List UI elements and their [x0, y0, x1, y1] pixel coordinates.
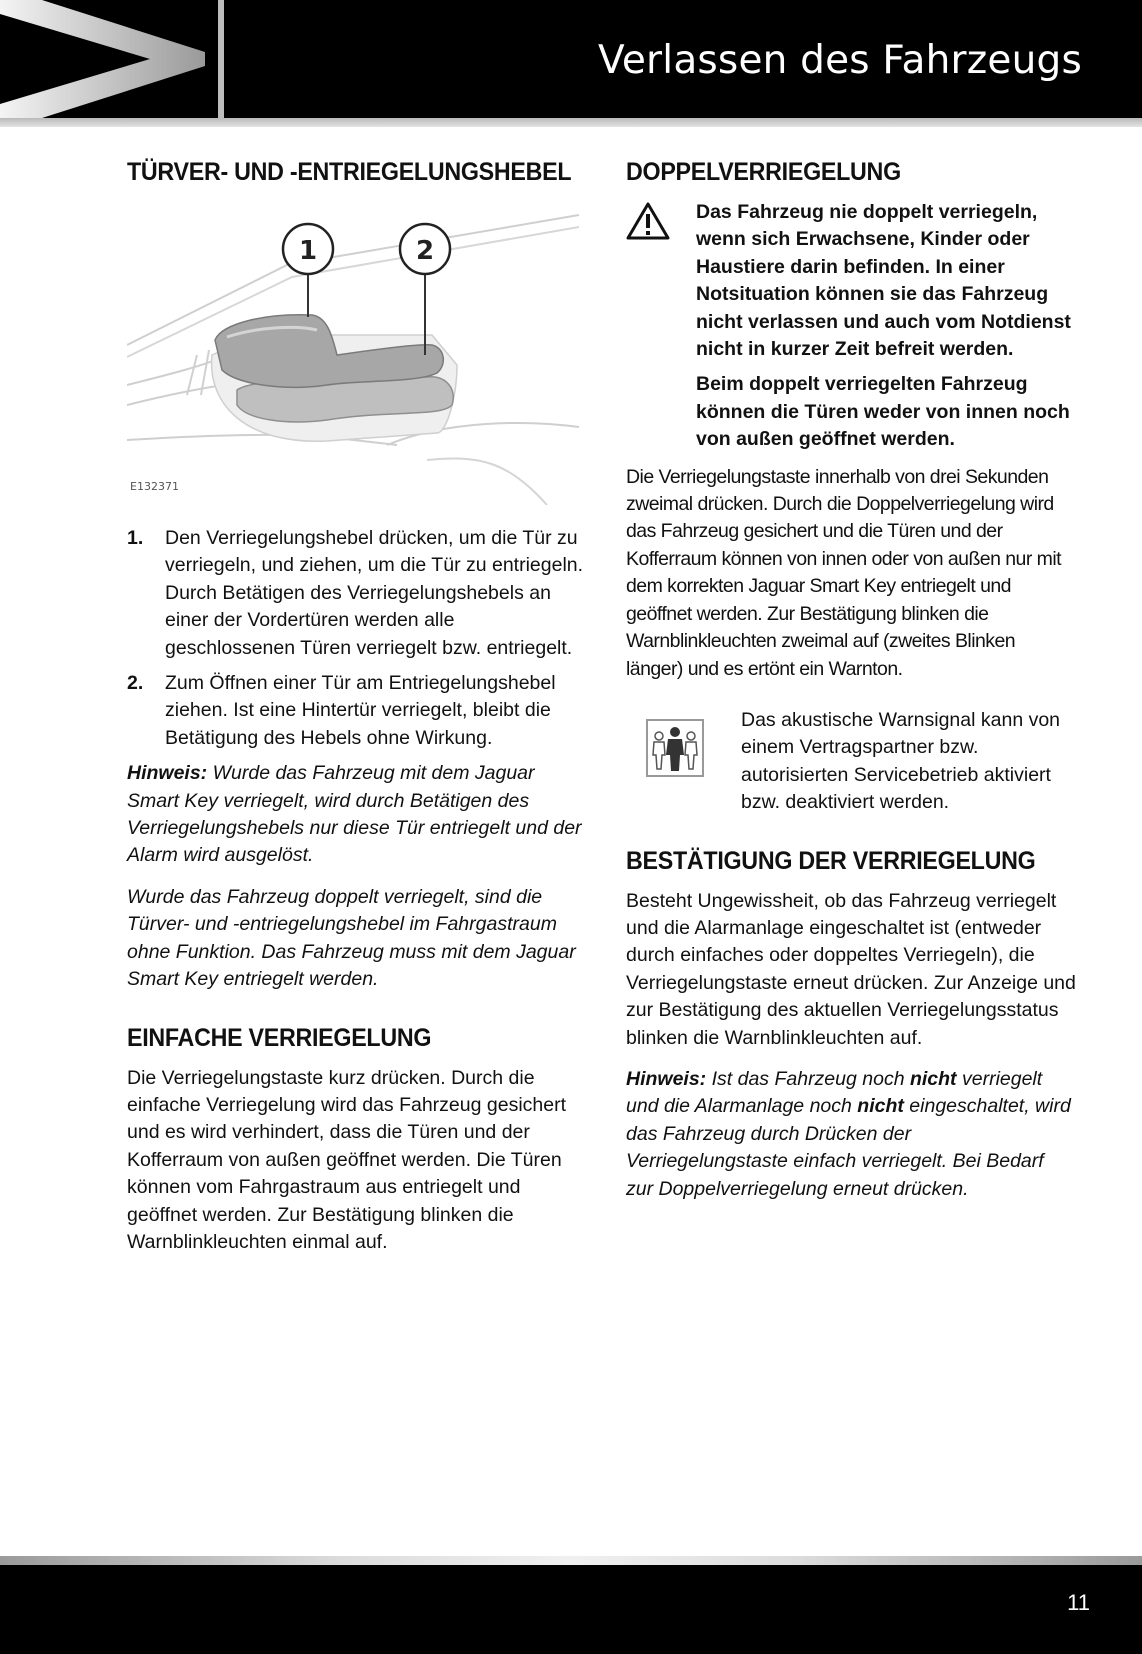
section-heading-lock-lever: TÜRVER- UND -ENTRIEGELUNGSHEBEL [127, 158, 572, 186]
service-note-text: Das akustische Warnsignal kann von einem Vertragspartner bzw. autorisierten Servicebetrieb aktiviert bzw. deaktiviert werden. [741, 708, 1061, 814]
step-number: 1. [127, 527, 144, 549]
callout-1: 1 [298, 236, 318, 266]
section-heading-lock-confirmation: BESTÄTIGUNG DER VERRIEGELUNG [626, 846, 1036, 875]
warning-triangle-icon [626, 201, 670, 241]
step-number: 2. [127, 672, 144, 695]
note-label: Hinweis: [626, 1067, 707, 1090]
step-text: Zum Öffnen einer Tür am Entriegelungshebel ziehen. Ist eine Hintertür verriegelt, bleibt die Betätigung des Hebels ohne Wirkung. [165, 672, 556, 749]
chevron-graphic [0, 0, 230, 118]
warning-text-1: Das Fahrzeug nie doppelt verriegeln, wenn sich Erwachsene, Kinder oder Haustiere darin befinden. In einer Notsituation können sie das Fahrzeug nicht verlassen und auch vom Notdienst nicht in kurzer Zeit befreit werden. [696, 201, 1071, 361]
warning-text-2: Beim doppelt verriegelten Fahrzeug können die Türen weder von innen noch von außen geöffnet werden. [696, 373, 1070, 451]
warning-block [626, 199, 1076, 454]
door-handle-drawing [127, 205, 579, 505]
section-heading-single-lock: EINFACHE VERRIEGELUNG [127, 1023, 432, 1052]
note-text: verriegelt und die Alarmanlage noch [626, 1067, 1043, 1118]
list-item [127, 525, 587, 662]
step-text: Den Verriegelungshebel drücken, um die Tür zu verriegeln, und ziehen, um die Tür zu entriegeln. Durch Betätigen des Verriegelungshebels an einer der Vordertüren werden alle geschlossenen Türen verriegelt bzw. entriegelt. [165, 527, 584, 659]
page-number: 11 [1067, 1590, 1090, 1615]
service-info-block [626, 707, 1076, 817]
note-emphasis: nicht [909, 1067, 957, 1090]
note-emphasis: nicht [857, 1095, 904, 1118]
note-text: Wurde das Fahrzeug mit dem Jaguar Smart Key verriegelt, wird durch Betätigen des Verriegelungshebels nur diese Tür entriegelt und der Alarm wird ausgelöst. [127, 762, 582, 867]
double-lock-paragraph: Die Verriegelungstaste innerhalb von drei Sekunden zweimal drücken. Durch die Doppelverriegelung wird das Fahrzeug gesichert und die Türen und der Kofferraum können von innen oder von außen nur mit dem korrekten Jaguar Smart Key entriegelt und geöffnet werden. Zur Bestätigung blinken die Warnblinkleuchten zweimal auf (zweites Blinken länger) und es ertönt ein Warnton. [626, 465, 1062, 680]
confirmation-paragraph: Besteht Ungewissheit, ob das Fahrzeug verriegelt und die Alarmanlage eingeschaltet ist (entweder durch einfaches oder doppeltes Verriegeln), die Verriegelungstaste erneut drücken. Zur Anzeige und zur Bestätigung des aktuellen Verriegelungsstatus blinken die Warnblinkleuchten auf. [626, 889, 1076, 1049]
note-smart-key [127, 760, 587, 870]
right-column [626, 158, 1076, 1203]
header-divider [0, 118, 1142, 127]
lever-steps-list [127, 525, 587, 752]
note-confirmation [626, 1066, 1076, 1203]
note-text: eingeschaltet, wird das Fahrzeug durch Drücken der Verriegelungstaste einfach verriegelt. Bei Bedarf zur Doppelverriegelung erneut drücken. [626, 1095, 1071, 1200]
footer-divider [0, 1556, 1142, 1565]
callout-2: 2 [415, 236, 435, 266]
left-column [127, 158, 587, 1256]
section-heading-double-lock: DOPPELVERRIEGELUNG [626, 158, 901, 186]
page-header [0, 0, 1142, 118]
list-item [127, 670, 587, 752]
page-title: Verlassen des Fahrzeugs [598, 38, 1082, 83]
page-footer [0, 1565, 1142, 1654]
door-lever-illustration [127, 205, 579, 505]
note-double-lock: Wurde das Fahrzeug doppelt verriegelt, sind die Türver- und -entriegelungshebel im Fahrgastraum ohne Funktion. Das Fahrzeug muss mit dem Jaguar Smart Key entriegelt werden. [127, 885, 576, 991]
service-technician-icon [646, 719, 704, 777]
note-text: Ist das Fahrzeug noch [706, 1067, 910, 1090]
note-label: Hinweis: [127, 762, 208, 785]
figure-code: E132371 [130, 480, 179, 493]
single-lock-paragraph: Die Verriegelungstaste kurz drücken. Durch die einfache Verriegelung wird das Fahrzeug gesichert und es wird verhindert, dass die Türen und der Kofferraum von außen geöffnet werden. Die Türen können vom Fahrgastraum aus entriegelt und geöffnet werden. Zur Bestätigung blinken die Warnblinkleuchten einmal auf. [127, 1066, 567, 1253]
